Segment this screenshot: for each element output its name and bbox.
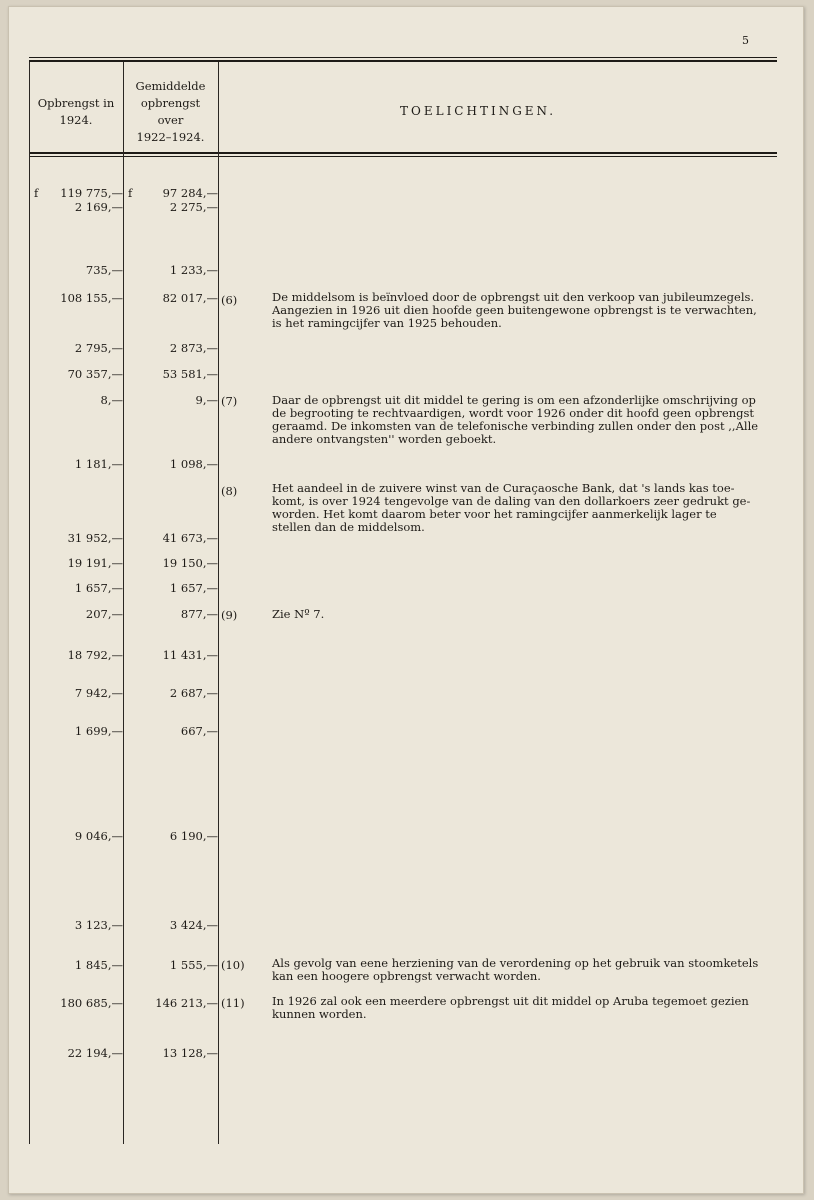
- amount-1924: 3 123,—: [74, 918, 123, 932]
- amount-average: 6 190,—: [169, 829, 218, 843]
- amount-average: 9,—: [195, 393, 218, 407]
- amount-1924: 22 194,—: [67, 1046, 123, 1060]
- amount-average: 2 687,—: [169, 686, 218, 700]
- amount-average: 2 275,—: [169, 200, 218, 214]
- amount-1924: 1 657,—: [74, 581, 123, 595]
- amount-average: 11 431,—: [162, 648, 218, 662]
- note-text: Zie Nº 7.: [272, 607, 325, 621]
- column-line-left: [29, 62, 30, 1144]
- note-number: (11): [221, 996, 245, 1010]
- amount-1924: 735,—: [85, 263, 123, 277]
- amount-1924: 70 357,—: [67, 367, 123, 381]
- currency-mark: f: [34, 186, 39, 200]
- amount-average: 1 555,—: [169, 958, 218, 972]
- amount-1924: 9 046,—: [74, 829, 123, 843]
- amount-1924: 8,—: [100, 393, 123, 407]
- amount-1924: 119 775,—: [60, 186, 123, 200]
- amount-average: 41 673,—: [162, 531, 218, 545]
- amount-1924: 1 181,—: [74, 457, 123, 471]
- note-number: (7): [221, 394, 238, 408]
- amount-1924: 7 942,—: [74, 686, 123, 700]
- amount-average: 97 284,—: [162, 186, 218, 200]
- amount-average: 2 873,—: [169, 341, 218, 355]
- header-gemiddelde-opbrengst: Gemiddelde opbrengst over 1922–1924.: [135, 79, 206, 144]
- amount-1924: 18 792,—: [67, 648, 123, 662]
- amount-average: 1 098,—: [169, 457, 218, 471]
- amount-average: 19 150,—: [162, 556, 218, 570]
- note-text: Als gevolg van eene herziening van de verordening op het gebruik van stoomketels kan een hoogere opbrengst verwacht worden.: [272, 956, 759, 983]
- amount-average: 3 424,—: [169, 918, 218, 932]
- amount-1924: 207,—: [85, 607, 123, 621]
- column-line-1: [123, 62, 124, 1144]
- note-text: Daar de opbrengst uit dit middel te gering is om een afzonderlijke omschrijving op de begrooting te rechtvaardigen, wordt voor 1926 onder dit hoofd geen opbrengst geraamd. De inkomsten van de telefonische verbinding zullen onder den post ,,Alle andere ontvangsten'' worden geboekt.: [272, 393, 759, 446]
- header-toelichtingen: TOELICHTINGEN.: [400, 104, 557, 118]
- amount-average: 1 657,—: [169, 581, 218, 595]
- currency-mark: f: [128, 186, 133, 200]
- amount-1924: 1 845,—: [74, 958, 123, 972]
- column-line-2: [218, 62, 219, 1144]
- note-number: (6): [221, 293, 238, 307]
- amount-average: 667,—: [180, 724, 218, 738]
- amount-average: 13 128,—: [162, 1046, 218, 1060]
- note-text: In 1926 zal ook een meerdere opbrengst uit dit middel op Aruba tegemoet gezien kunnen worden.: [272, 994, 749, 1021]
- note-text: Het aandeel in de zuivere winst van de Curaçaosche Bank, dat 's lands kas toe- komt, is over 1924 tengevolge van de daling van den dollarkoers zeer gedrukt ge- worden. Het komt daarom beter voor het ramingcijfer aanmerkelijk lager te stellen dan de middelsom.: [272, 481, 751, 534]
- amount-average: 146 213,—: [155, 996, 218, 1010]
- amount-1924: 2 169,—: [74, 200, 123, 214]
- header-opbrengst-1924: Opbrengst in 1924.: [37, 96, 115, 127]
- amount-average: 877,—: [180, 607, 218, 621]
- note-number: (10): [221, 958, 245, 972]
- amount-average: 1 233,—: [169, 263, 218, 277]
- page-number: 5: [742, 34, 749, 47]
- note-number: (8): [221, 484, 238, 498]
- amount-1924: 108 155,—: [60, 291, 123, 305]
- amount-1924: 2 795,—: [74, 341, 123, 355]
- header-top-rule: [29, 57, 777, 58]
- amount-1924: 180 685,—: [60, 996, 123, 1010]
- header-bottom-rule: [29, 152, 777, 154]
- amount-1924: 31 952,—: [67, 531, 123, 545]
- header-bottom-rule-thin: [29, 156, 777, 157]
- header-top-rule-thick: [29, 60, 777, 62]
- amount-1924: 1 699,—: [74, 724, 123, 738]
- amount-average: 82 017,—: [162, 291, 218, 305]
- note-text: De middelsom is beïnvloed door de opbrengst uit den verkoop van jubileumzegels. Aangezien in 1926 uit dien hoofde geen buitengewone opbrengst is te verwachten, is het ramingcijfer van 1925 behouden.: [272, 290, 757, 330]
- amount-1924: 19 191,—: [67, 556, 123, 570]
- amount-average: 53 581,—: [162, 367, 218, 381]
- note-number: (9): [221, 608, 238, 622]
